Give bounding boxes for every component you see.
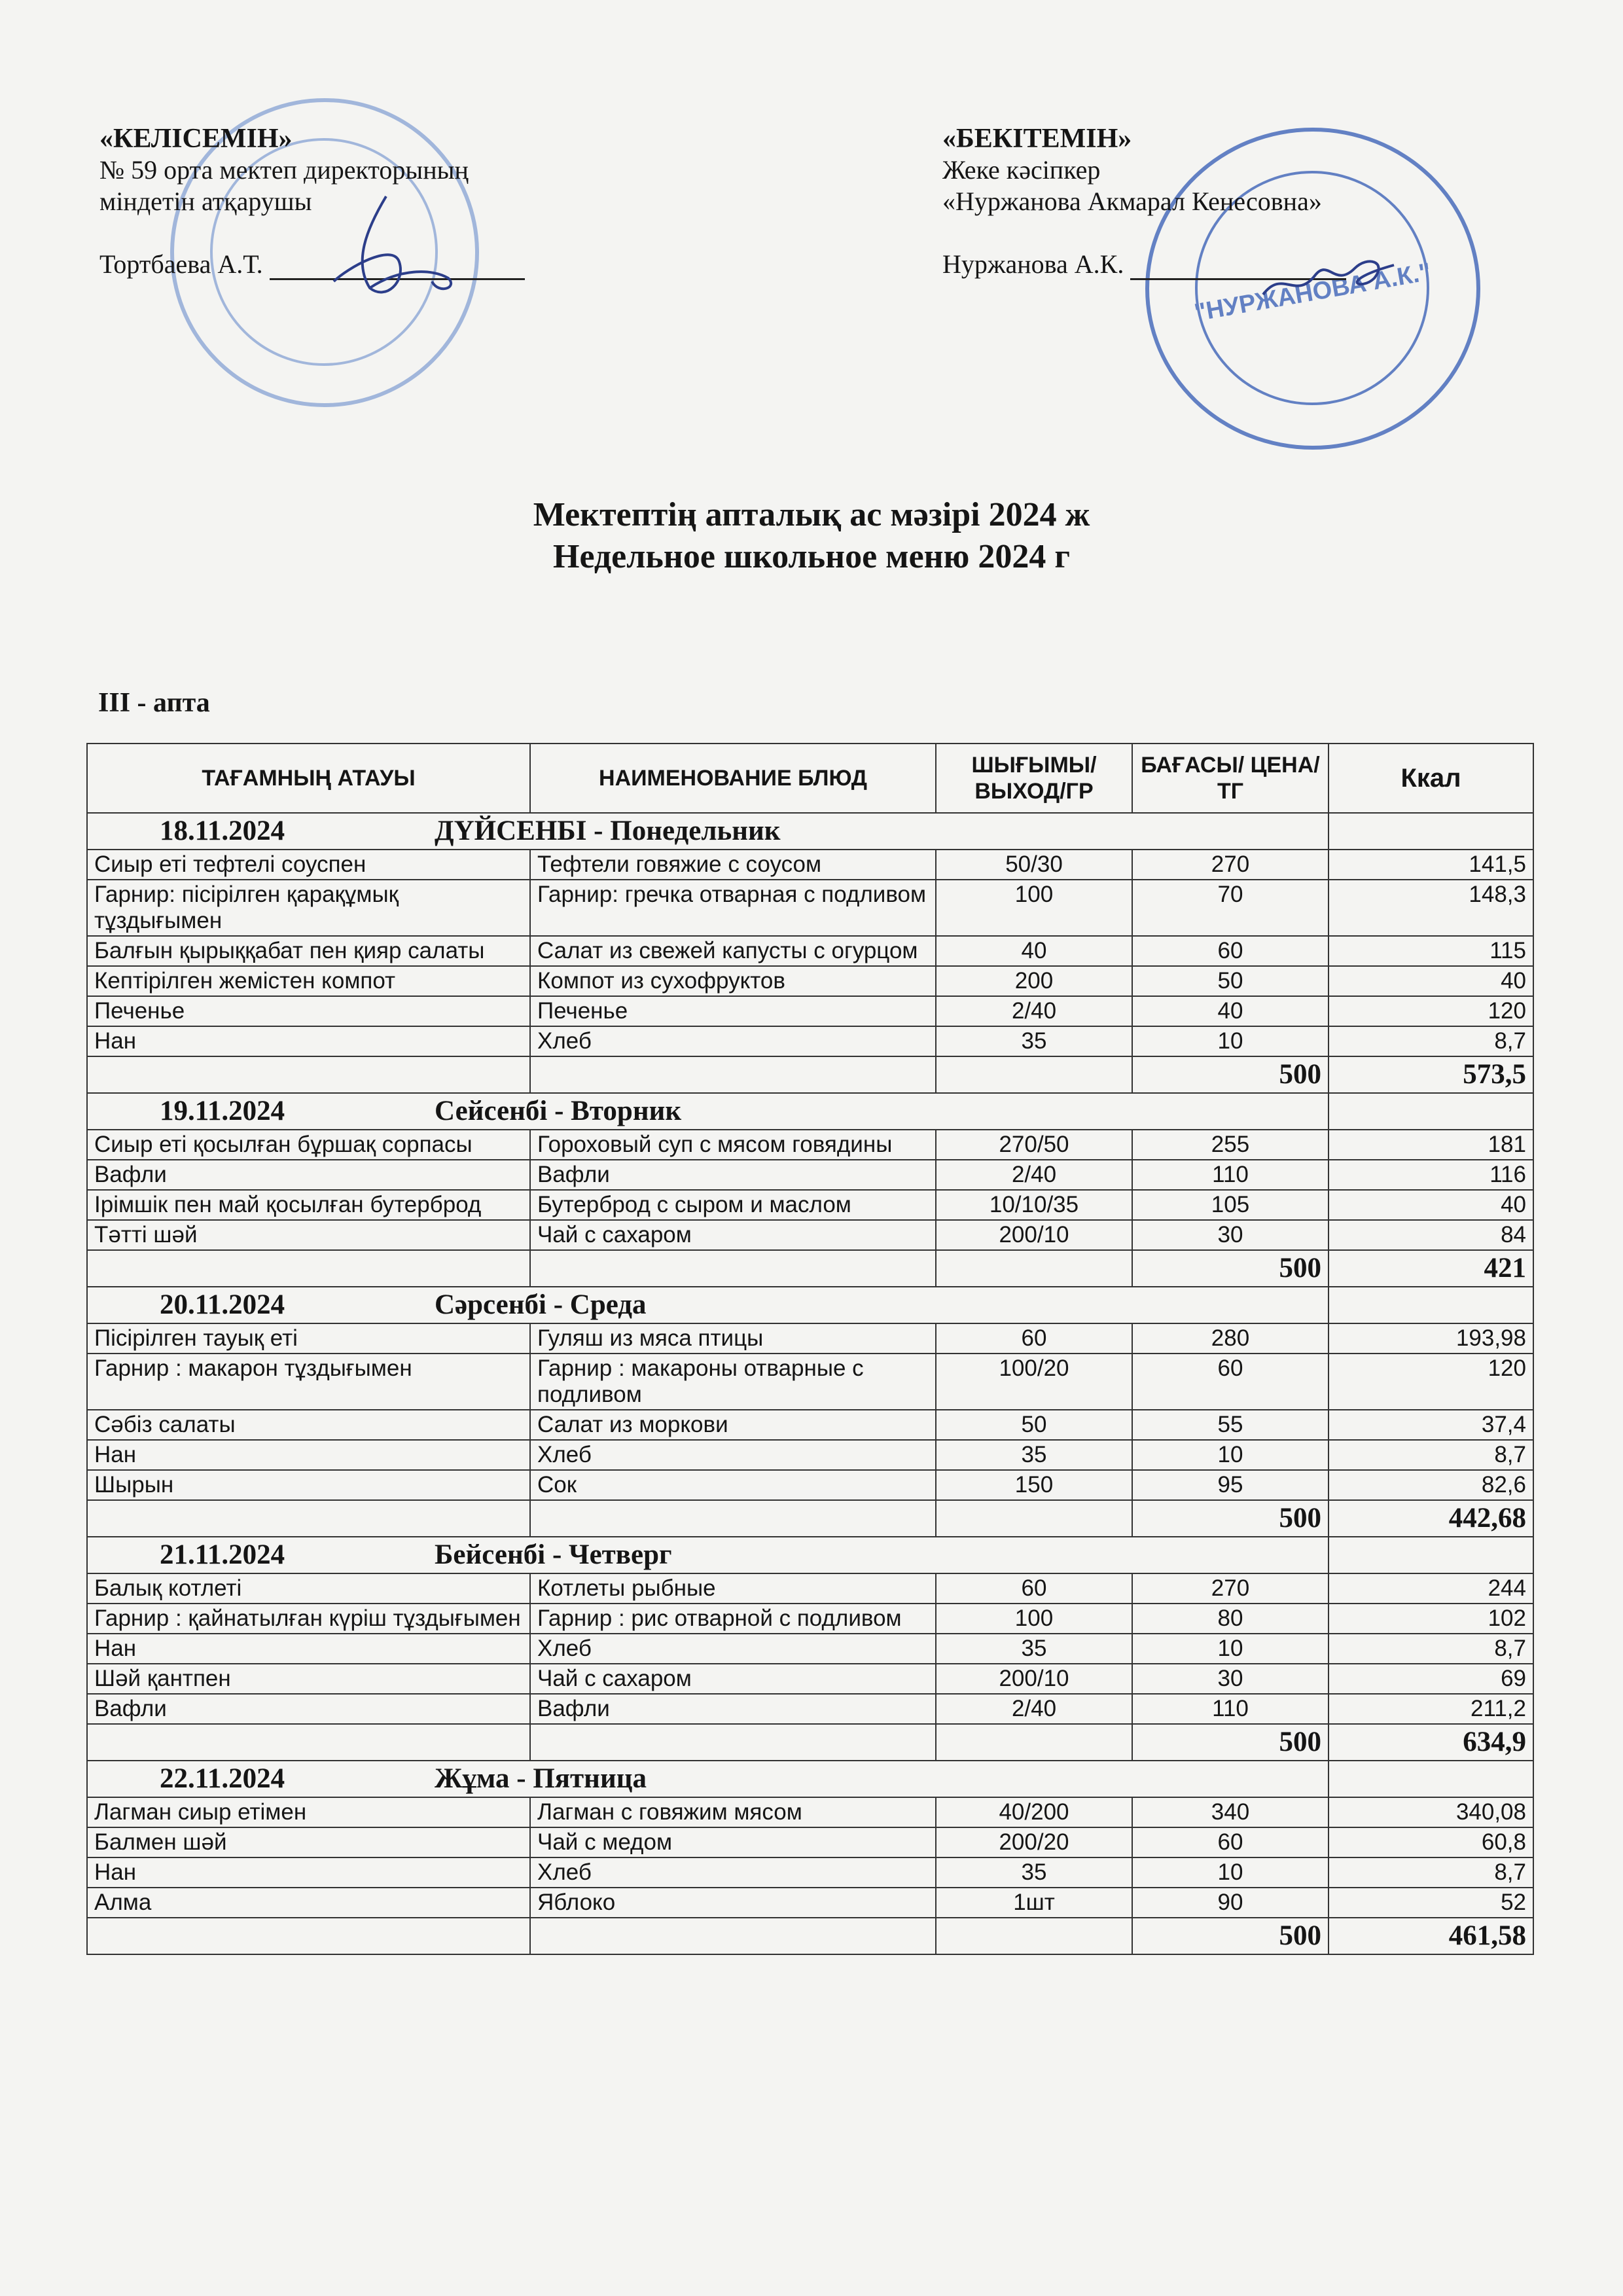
dish-name-ru: Гуляш из мяса птицы	[530, 1323, 936, 1354]
total-empty-cell	[936, 1056, 1132, 1093]
dish-price: 50	[1132, 966, 1329, 996]
dish-name-ru: Хлеб	[530, 1440, 936, 1470]
dish-kcal: 181	[1329, 1130, 1533, 1160]
approval-left-line1: № 59 орта мектеп директорының	[99, 155, 469, 185]
dish-yield: 100	[936, 880, 1132, 936]
day-header-empty-cell	[1329, 1093, 1533, 1130]
dish-price: 40	[1132, 996, 1329, 1026]
dish-kcal: 69	[1329, 1664, 1533, 1694]
total-empty-cell	[530, 1724, 936, 1761]
dish-name-ru: Вафли	[530, 1160, 936, 1190]
dish-yield: 200/10	[936, 1664, 1132, 1694]
dish-name-kz: Шәй қантпен	[87, 1664, 530, 1694]
approval-right-line2: «Нуржанова Акмарал Кенесовна»	[942, 187, 1322, 216]
day-total-row	[87, 1918, 1533, 1954]
column-header-yield: ШЫҒЫМЫ/ ВЫХОД/ГР	[936, 744, 1132, 813]
dish-yield: 270/50	[936, 1130, 1132, 1160]
dish-name-kz: Гарнир : макарон тұздығымен	[87, 1354, 530, 1410]
dish-yield: 10/10/35	[936, 1190, 1132, 1220]
dish-name-ru: Вафли	[530, 1694, 936, 1724]
day-header-cell	[87, 1761, 1329, 1797]
dish-name-kz: Гарнир: пісірілген қарақұмық тұздығымен	[87, 880, 530, 936]
approval-left-line2: міндетін атқарушы	[99, 187, 312, 216]
dish-kcal: 340,08	[1329, 1797, 1533, 1827]
dish-kcal: 8,7	[1329, 1440, 1533, 1470]
total-empty-cell	[530, 1056, 936, 1093]
dish-kcal: 102	[1329, 1604, 1533, 1634]
dish-price: 270	[1132, 850, 1329, 880]
dish-yield: 2/40	[936, 1160, 1132, 1190]
table-row	[87, 1410, 1533, 1440]
table-row	[87, 1827, 1533, 1857]
dish-name-kz: Пісірілген тауық еті	[87, 1323, 530, 1354]
table-row	[87, 1857, 1533, 1888]
total-empty-cell	[87, 1056, 530, 1093]
total-empty-cell	[87, 1724, 530, 1761]
table-row	[87, 1604, 1533, 1634]
dish-kcal: 120	[1329, 996, 1533, 1026]
dish-yield: 2/40	[936, 1694, 1132, 1724]
table-row	[87, 850, 1533, 880]
day-header-row	[87, 813, 1533, 850]
day-header-cell	[87, 1093, 1329, 1130]
day-total-price: 500	[1132, 1724, 1329, 1761]
day-total-price: 500	[1132, 1918, 1329, 1954]
day-header-row	[87, 1761, 1533, 1797]
day-header-empty-cell	[1329, 1287, 1533, 1323]
menu-title	[0, 494, 1623, 578]
dish-name-ru: Салат из моркови	[530, 1410, 936, 1440]
dish-name-kz: Вафли	[87, 1694, 530, 1724]
dish-name-kz: Тәтті шәй	[87, 1220, 530, 1250]
dish-yield: 40/200	[936, 1797, 1132, 1827]
dish-price: 270	[1132, 1573, 1329, 1604]
dish-yield: 1шт	[936, 1888, 1132, 1918]
dish-kcal: 8,7	[1329, 1026, 1533, 1056]
dish-kcal: 52	[1329, 1888, 1533, 1918]
dish-yield: 35	[936, 1440, 1132, 1470]
dish-yield: 40	[936, 936, 1132, 966]
table-row	[87, 1573, 1533, 1604]
approval-right-signer: Нуржанова А.К.	[942, 249, 1124, 279]
day-date: 18.11.2024	[160, 816, 285, 846]
dish-name-kz: Балғын қырыққабат пен қияр салаты	[87, 936, 530, 966]
dish-price: 10	[1132, 1857, 1329, 1888]
dish-name-ru: Хлеб	[530, 1026, 936, 1056]
dish-kcal: 82,6	[1329, 1470, 1533, 1500]
dish-kcal: 116	[1329, 1160, 1533, 1190]
menu-title-ru: Недельное школьное меню 2024 г	[553, 538, 1070, 575]
left-signature-icon	[308, 190, 478, 308]
column-header-kcal: Ккал	[1329, 744, 1533, 813]
dish-name-ru: Сок	[530, 1470, 936, 1500]
dish-yield: 100	[936, 1604, 1132, 1634]
dish-kcal: 40	[1329, 966, 1533, 996]
dish-kcal: 193,98	[1329, 1323, 1533, 1354]
dish-name-kz: Лагман сиыр етімен	[87, 1797, 530, 1827]
table-row	[87, 1220, 1533, 1250]
total-empty-cell	[530, 1250, 936, 1287]
day-total-row	[87, 1250, 1533, 1287]
approval-right-line1: Жеке кәсіпкер	[942, 155, 1101, 185]
table-row	[87, 1797, 1533, 1827]
dish-price: 90	[1132, 1888, 1329, 1918]
dish-yield: 150	[936, 1470, 1132, 1500]
total-empty-cell	[87, 1918, 530, 1954]
day-total-kcal: 634,9	[1329, 1724, 1533, 1761]
dish-name-ru: Салат из свежей капусты с огурцом	[530, 936, 936, 966]
day-date: 20.11.2024	[160, 1289, 285, 1320]
dish-price: 10	[1132, 1440, 1329, 1470]
day-header-row	[87, 1093, 1533, 1130]
dish-name-kz: Нан	[87, 1857, 530, 1888]
dish-name-ru: Тефтели говяжие с соусом	[530, 850, 936, 880]
dish-name-kz: Сәбіз салаты	[87, 1410, 530, 1440]
table-row	[87, 1634, 1533, 1664]
table-row	[87, 1130, 1533, 1160]
entrepreneur-seal-name: "НУРЖАНОВА А.К."	[1192, 258, 1433, 327]
dish-name-kz: Ірімшік пен май қосылған бутерброд	[87, 1190, 530, 1220]
dish-yield: 35	[936, 1634, 1132, 1664]
dish-name-kz: Алма	[87, 1888, 530, 1918]
dish-kcal: 120	[1329, 1354, 1533, 1410]
dish-name-kz: Кептірілген жемістен компот	[87, 966, 530, 996]
day-name: ДҮЙСЕНБІ - Понедельник	[435, 816, 781, 846]
dish-price: 55	[1132, 1410, 1329, 1440]
day-header-row	[87, 1537, 1533, 1573]
table-row	[87, 1026, 1533, 1056]
dish-price: 60	[1132, 1354, 1329, 1410]
dish-name-ru: Гарнир : рис отварной с подливом	[530, 1604, 936, 1634]
dish-yield: 50/30	[936, 850, 1132, 880]
dish-price: 340	[1132, 1797, 1329, 1827]
dish-kcal: 8,7	[1329, 1857, 1533, 1888]
table-row	[87, 966, 1533, 996]
day-total-row	[87, 1056, 1533, 1093]
dish-name-kz: Печенье	[87, 996, 530, 1026]
dish-name-ru: Компот из сухофруктов	[530, 966, 936, 996]
dish-price: 105	[1132, 1190, 1329, 1220]
day-total-kcal: 442,68	[1329, 1500, 1533, 1537]
dish-yield: 60	[936, 1573, 1132, 1604]
dish-yield: 60	[936, 1323, 1132, 1354]
dish-name-kz: Нан	[87, 1634, 530, 1664]
table-row	[87, 996, 1533, 1026]
approval-left-heading: «КЕЛІСЕМІН»	[99, 124, 293, 154]
day-header-row	[87, 1287, 1533, 1323]
dish-name-ru: Хлеб	[530, 1634, 936, 1664]
dish-name-ru: Яблоко	[530, 1888, 936, 1918]
approval-right-heading: «БЕКІТЕМІН»	[942, 124, 1132, 154]
dish-name-kz: Сиыр еті қосылған бұршақ сорпасы	[87, 1130, 530, 1160]
dish-price: 280	[1132, 1323, 1329, 1354]
dish-name-ru: Гарнир : макароны отварные с подливом	[530, 1354, 936, 1410]
total-empty-cell	[87, 1250, 530, 1287]
dish-yield: 100/20	[936, 1354, 1132, 1410]
day-header-cell	[87, 813, 1329, 850]
dish-name-ru: Гарнир: гречка отварная с подливом	[530, 880, 936, 936]
table-row	[87, 1888, 1533, 1918]
dish-yield: 50	[936, 1410, 1132, 1440]
dish-price: 110	[1132, 1160, 1329, 1190]
day-total-kcal: 421	[1329, 1250, 1533, 1287]
table-row	[87, 1190, 1533, 1220]
table-row	[87, 1323, 1533, 1354]
dish-price: 80	[1132, 1604, 1329, 1634]
dish-name-kz: Вафли	[87, 1160, 530, 1190]
day-header-cell	[87, 1537, 1329, 1573]
day-name: Сәрсенбі - Среда	[435, 1289, 647, 1320]
day-header-empty-cell	[1329, 813, 1533, 850]
right-signature-icon	[1257, 242, 1400, 314]
dish-kcal: 244	[1329, 1573, 1533, 1604]
approval-left-signer: Тортбаева А.Т.	[99, 249, 263, 279]
day-date: 22.11.2024	[160, 1763, 285, 1794]
dish-yield: 35	[936, 1857, 1132, 1888]
dish-kcal: 115	[1329, 936, 1533, 966]
day-header-cell	[87, 1287, 1329, 1323]
dish-price: 60	[1132, 1827, 1329, 1857]
day-total-kcal: 573,5	[1329, 1056, 1533, 1093]
table-row	[87, 1354, 1533, 1410]
dish-name-ru: Чай с сахаром	[530, 1220, 936, 1250]
day-header-empty-cell	[1329, 1537, 1533, 1573]
dish-name-ru: Гороховый суп с мясом говядины	[530, 1130, 936, 1160]
dish-kcal: 40	[1329, 1190, 1533, 1220]
dish-yield: 35	[936, 1026, 1132, 1056]
column-header-name-ru: НАИМЕНОВАНИЕ БЛЮД	[530, 744, 936, 813]
day-total-price: 500	[1132, 1500, 1329, 1537]
day-total-price: 500	[1132, 1056, 1329, 1093]
day-total-row	[87, 1500, 1533, 1537]
dish-price: 255	[1132, 1130, 1329, 1160]
dish-kcal: 37,4	[1329, 1410, 1533, 1440]
table-header-row	[87, 744, 1533, 813]
total-empty-cell	[936, 1250, 1132, 1287]
dish-kcal: 8,7	[1329, 1634, 1533, 1664]
dish-price: 95	[1132, 1470, 1329, 1500]
table-row	[87, 936, 1533, 966]
dish-price: 30	[1132, 1220, 1329, 1250]
day-date: 19.11.2024	[160, 1096, 285, 1126]
total-empty-cell	[936, 1918, 1132, 1954]
dish-name-ru: Котлеты рыбные	[530, 1573, 936, 1604]
dish-kcal: 141,5	[1329, 850, 1533, 880]
dish-kcal: 211,2	[1329, 1694, 1533, 1724]
total-empty-cell	[530, 1918, 936, 1954]
day-name: Сейсенбі - Вторник	[435, 1096, 682, 1126]
dish-price: 110	[1132, 1694, 1329, 1724]
dish-kcal: 148,3	[1329, 880, 1533, 936]
table-row	[87, 1160, 1533, 1190]
dish-name-kz: Нан	[87, 1026, 530, 1056]
total-empty-cell	[936, 1724, 1132, 1761]
dish-kcal: 60,8	[1329, 1827, 1533, 1857]
dish-name-ru: Хлеб	[530, 1857, 936, 1888]
day-total-row	[87, 1724, 1533, 1761]
dish-yield: 200/10	[936, 1220, 1132, 1250]
dish-name-kz: Балық котлеті	[87, 1573, 530, 1604]
column-header-price: БАҒАСЫ/ ЦЕНА/ТГ	[1132, 744, 1329, 813]
column-header-name-kz: ТАҒАМНЫҢ АТАУЫ	[87, 744, 530, 813]
dish-yield: 200/20	[936, 1827, 1132, 1857]
dish-name-kz: Сиыр еті тефтелі соуспен	[87, 850, 530, 880]
dish-price: 10	[1132, 1634, 1329, 1664]
dish-name-kz: Нан	[87, 1440, 530, 1470]
dish-price: 30	[1132, 1664, 1329, 1694]
day-date: 21.11.2024	[160, 1539, 285, 1570]
dish-kcal: 84	[1329, 1220, 1533, 1250]
table-row	[87, 1694, 1533, 1724]
table-row	[87, 1440, 1533, 1470]
day-total-price: 500	[1132, 1250, 1329, 1287]
dish-name-kz: Гарнир : қайнатылған күріш тұздығымен	[87, 1604, 530, 1634]
table-row	[87, 1470, 1533, 1500]
dish-name-ru: Печенье	[530, 996, 936, 1026]
dish-price: 60	[1132, 936, 1329, 966]
menu-title-kz: Мектептің апталық ас мәзірі 2024 ж	[533, 496, 1090, 533]
dish-name-ru: Чай с медом	[530, 1827, 936, 1857]
menu-table-body	[87, 813, 1533, 1954]
dish-yield: 200	[936, 966, 1132, 996]
total-empty-cell	[936, 1500, 1132, 1537]
total-empty-cell	[87, 1500, 530, 1537]
dish-name-ru: Бутерброд с сыром и маслом	[530, 1190, 936, 1220]
dish-name-kz: Балмен шәй	[87, 1827, 530, 1857]
dish-price: 70	[1132, 880, 1329, 936]
day-name: Бейсенбі - Четверг	[435, 1539, 672, 1570]
day-header-empty-cell	[1329, 1761, 1533, 1797]
day-total-kcal: 461,58	[1329, 1918, 1533, 1954]
menu-table	[86, 743, 1534, 1955]
table-row	[87, 1664, 1533, 1694]
dish-name-kz: Шырын	[87, 1470, 530, 1500]
week-label: III - апта	[98, 688, 210, 718]
dish-name-ru: Чай с сахаром	[530, 1664, 936, 1694]
dish-price: 10	[1132, 1026, 1329, 1056]
dish-yield: 2/40	[936, 996, 1132, 1026]
total-empty-cell	[530, 1500, 936, 1537]
dish-name-ru: Лагман с говяжим мясом	[530, 1797, 936, 1827]
table-row	[87, 880, 1533, 936]
day-name: Жұма - Пятница	[435, 1763, 647, 1794]
